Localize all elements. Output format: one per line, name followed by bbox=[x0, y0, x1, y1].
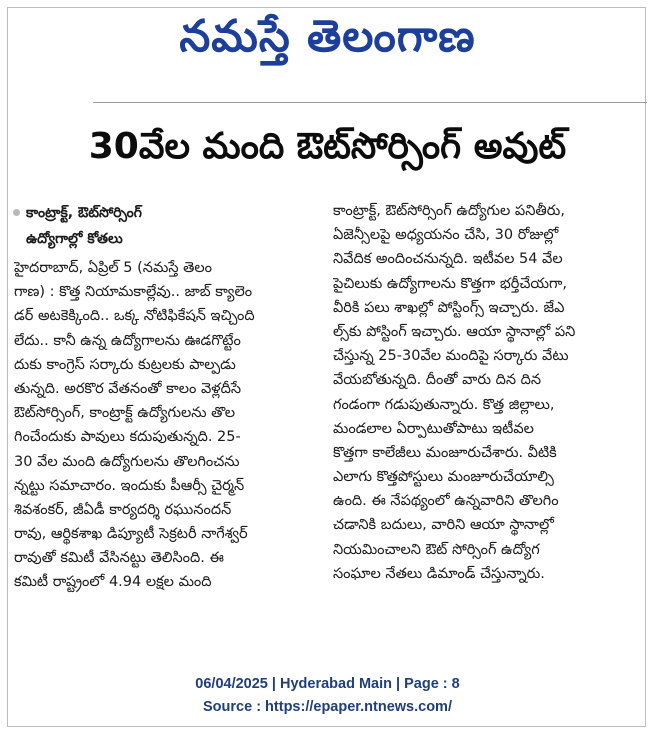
body-line: నివేదిక అందించనున్నది. ఇటీవల 54 వేల bbox=[333, 251, 563, 268]
body-line: ఏజెన్సీలపై అధ్యయనం చేసి, 30 రోజుల్లో bbox=[333, 227, 559, 244]
body-line: రావుతో కమిటీ వేసినట్టు తెలిసింది. ఈ bbox=[14, 550, 224, 567]
body-column-right bbox=[333, 199, 640, 586]
body-line: ఔట్‌సోర్సింగ్, కాంట్రాక్ట్ ఉద్యోగులను తొల bbox=[14, 405, 236, 422]
body-line: తున్నది. అరకొర వేతనంతో కాలం వెళ్లదీసే bbox=[14, 380, 242, 397]
body-line: రావు, ఆర్థికశాఖ డిప్యూటీ సెక్రటరీ నాగేశ్వర్ bbox=[14, 526, 248, 543]
body-line: కాంట్రాక్ట్, ఔట్‌సోర్సింగ్ ఉద్యోగుల పనితీరు, bbox=[333, 203, 565, 219]
masthead-divider bbox=[93, 102, 647, 103]
bullet-icon bbox=[13, 209, 20, 216]
body-line: చేస్తున్న 25-30వేల మందిపై సర్కారు వేటు bbox=[333, 348, 569, 365]
body-line: గండంగా గడుపుతున్నారు. కొత్త జిల్లాలు, bbox=[333, 396, 555, 413]
body-line: 30 వేల మంది ఉద్యోగులను తొలగించను bbox=[14, 453, 240, 470]
headline bbox=[14, 115, 641, 187]
newspaper-masthead bbox=[0, 6, 655, 78]
footer-edition-info: 06/04/2025 | Hyderabad Main | Page : 8 bbox=[195, 676, 460, 692]
body-line: వేయబోతున్నది. దీంతో వారు దిన దిన bbox=[333, 372, 542, 389]
headline-text: 30వేల మంది ఔట్‌సోర్సింగ్ అవుట్ bbox=[88, 126, 567, 167]
body-line: శివశంకర్, జీఏడీ కార్యదర్శి రఘునందన్ bbox=[14, 501, 232, 518]
body-line: వీరికి పలు శాఖల్లో పోస్టింగ్స్ ఇచ్చారు. జేఎ bbox=[333, 299, 565, 316]
subhead-line: కాంట్రాక్ట్, ఔట్‌సోర్సింగ్ bbox=[26, 205, 142, 221]
body-line: నియమించాలని ఔట్ సోర్సింగ్ ఉద్యోగ bbox=[333, 541, 540, 558]
body-line: ఉంది. ఈ నేపథ్యంలో ఉన్నవారిని తొలగిం bbox=[333, 493, 559, 510]
masthead-title: నమస్తే తెలంగాణ bbox=[179, 11, 476, 62]
body-line: కమిటీ రాష్ట్రంలో 4.94 లక్షల మంది bbox=[14, 574, 212, 591]
body-line: డర్ అటకెక్కింది.. ఒక్క నోటిఫికేషన్ ఇచ్చింది bbox=[14, 308, 255, 325]
body-line: హైదరాబాద్, ఏప్రిల్ 5 (నమస్తే తెలం bbox=[14, 260, 213, 276]
body-line: మండలాల ఏర్పాటుతోపాటు ఇటీవల bbox=[333, 420, 534, 437]
body-line: సంఘాల నేతలు డిమాండ్ చేస్తున్నారు. bbox=[333, 565, 545, 582]
body-line: న్నట్టు సమాచారం. ఇందుకు పీఆర్సీ చైర్మన్ bbox=[14, 477, 245, 494]
footer-source-link[interactable]: Source : https://epaper.ntnews.com/ bbox=[203, 699, 452, 715]
body-line: కొత్తగా కాలేజీలు మంజూరుచేశారు. వీటికి bbox=[333, 444, 557, 461]
subheadline bbox=[12, 200, 322, 252]
body-column-left bbox=[14, 256, 318, 595]
subhead-line: ఉద్యోగాల్లో కోతలు bbox=[26, 231, 123, 247]
body-line: ల్స్‌కు పోస్టింగ్ ఇచ్చారు. ఆయా స్థానాల్లో పని bbox=[333, 323, 576, 340]
body-line: దుకు కాంగ్రెస్ సర్కారు కుట్రలకు పాల్పడు bbox=[14, 356, 236, 373]
body-line: చడానికి బదులు, వారిని ఆయా స్థానాల్లో bbox=[333, 517, 554, 534]
body-line: ఎలాగు కొత్తపోస్టులు మంజూరుచేయాల్సి bbox=[333, 469, 554, 486]
body-line: పైచిలుకు ఉద్యోగాలను కొత్తగా భర్తీచేయగా, bbox=[333, 275, 567, 292]
body-line: గాణ) : కొత్త నియామకాల్లేవు.. జాబ్ క్యాలెం bbox=[14, 284, 253, 301]
body-line: లేదు.. కానీ ఉన్న ఉద్యోగాలను ఊడగొట్టేం bbox=[14, 332, 241, 349]
body-line: గించేందుకు పావులు కదుపుతున్నది. 25- bbox=[14, 429, 241, 446]
